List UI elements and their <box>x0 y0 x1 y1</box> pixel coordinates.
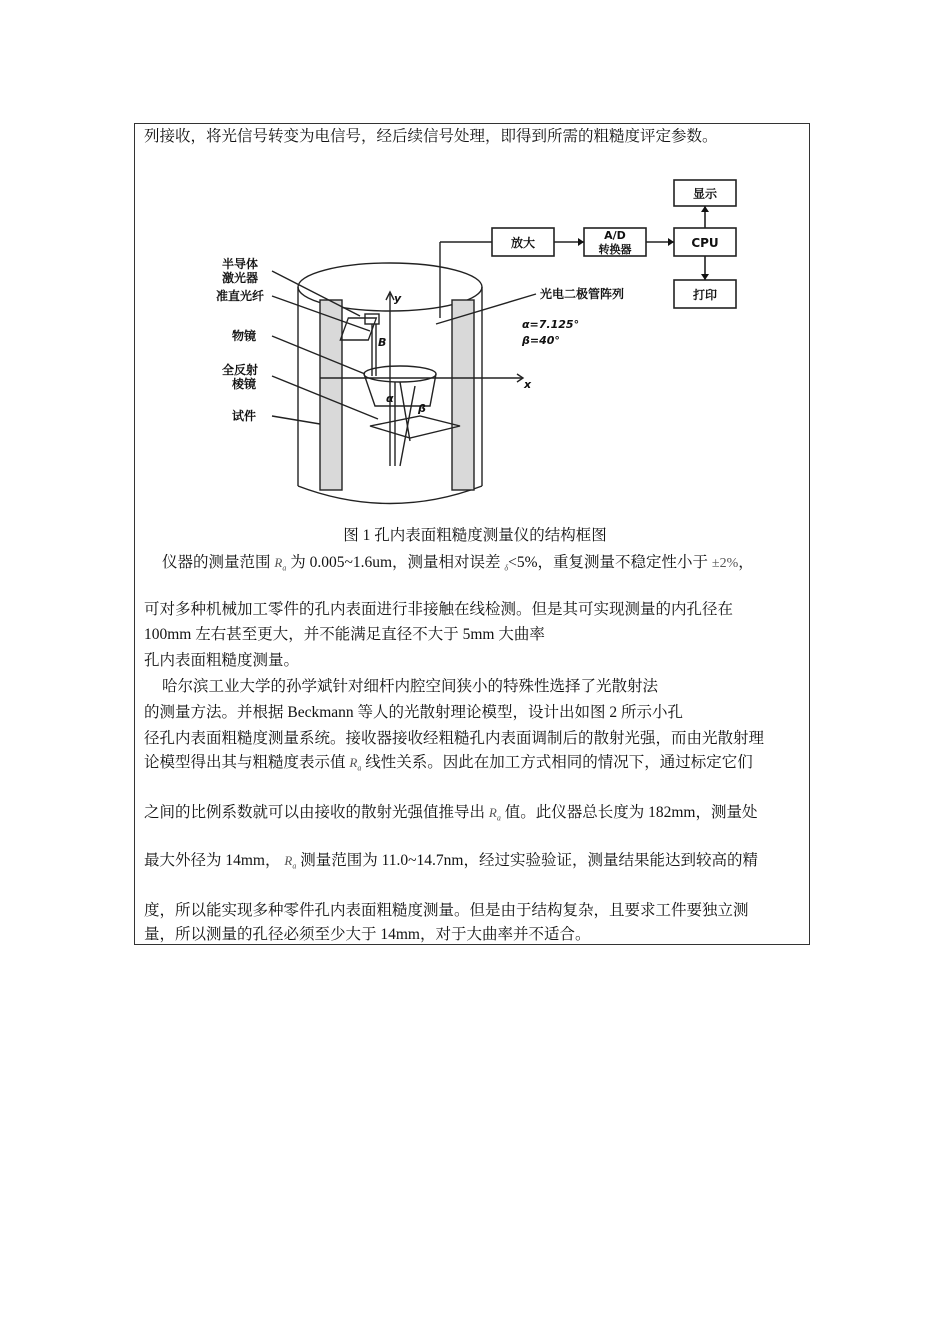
beta-value: β=40° <box>522 334 560 347</box>
photodiode-label: 光电二极管阵列 <box>540 287 625 301</box>
text-line: 度，所以能实现多种零件孔内表面粗糙度测量。但是由于结构复杂，且要求工件要独立测 <box>144 902 749 919</box>
prism-label-2: 棱镜 <box>232 377 257 391</box>
angle-b-label: β <box>418 402 426 415</box>
ra-symbol: $R_a$ <box>349 755 362 773</box>
lens-label: 物镜 <box>232 329 257 343</box>
print-box-label: 打印 <box>692 288 718 302</box>
b-label: B <box>378 336 387 349</box>
ra-symbol: $R_a$ <box>488 805 501 823</box>
axis-y-label: y <box>394 292 402 305</box>
figure-caption: 图 1 孔内表面粗糙度测量仪的结构框图 <box>343 527 607 544</box>
text-line: 最大外径为 14mm， $R_a$ 测量范围为 11.0~14.7nm，经过实验验证，测量结果能达到较高的精 <box>144 852 758 871</box>
text-line: 仪器的测量范围 $R_a$ 为 0.005~1.6um，测量相对误差 $_\delta$<5%，重复测量不稳定性小于 ±2%， <box>162 554 754 573</box>
display-box-label: 显示 <box>692 187 718 201</box>
text-line: 之间的比例系数就可以由接收的散射光强值推导出 $R_a$ 值。此仪器总长度为 182mm，测量处 <box>144 804 758 823</box>
ra-symbol: $R_a$ <box>284 853 297 871</box>
delta-symbol: δ <box>504 563 509 573</box>
text-line: 量，所以测量的孔径必须至少大于 14mm，对于大曲率并不适合。 <box>144 926 591 943</box>
amp-box-label: 放大 <box>510 236 536 250</box>
prism-label-1: 全反射 <box>222 363 259 377</box>
laser-label-1: 半导体 <box>222 257 259 271</box>
sample-label: 试件 <box>232 409 257 423</box>
ad-box-label-1: A/D <box>604 229 626 242</box>
text-line: 哈尔滨工业大学的孙学斌针对细杆内腔空间狭小的特殊性选择了光散射法 <box>162 678 659 695</box>
text-line: 论模型得出其与粗糙度表示值 $R_a$ 线性关系。因此在加工方式相同的情况下，通过标定它们 <box>144 754 753 773</box>
text-line: 孔内表面粗糙度测量。 <box>144 652 300 669</box>
angle-a-label: α <box>386 392 394 405</box>
ra-symbol: $R_a$ <box>274 555 287 573</box>
text-line: 100mm 左右甚至更大，并不能满足直径不大于 5mm 大曲率 <box>144 626 545 643</box>
text-line: 可对多种机械加工零件的孔内表面进行非接触在线检测。但是其可实现测量的内孔径在 <box>144 601 734 618</box>
instrument-block-diagram <box>210 176 750 516</box>
text-line: 径孔内表面粗糙度测量系统。接收器接收经粗糙孔内表面调制后的散射光强，而由光散射理 <box>144 730 765 747</box>
fiber-label: 准直光纤 <box>216 289 265 303</box>
text-line: 的测量方法。并根据 Beckmann 等人的光散射理论模型，设计出如图 2 所示小孔 <box>144 704 684 721</box>
axis-x-label: x <box>524 378 532 391</box>
text-line: 列接收，将光信号转变为电信号，经后续信号处理，即得到所需的粗糙度评定参数。 <box>144 128 718 145</box>
cpu-box-label: CPU <box>691 236 719 250</box>
alpha-value: α=7.125° <box>522 318 580 331</box>
ad-box-label-2: 转换器 <box>598 243 632 256</box>
laser-label-2: 激光器 <box>222 271 259 285</box>
